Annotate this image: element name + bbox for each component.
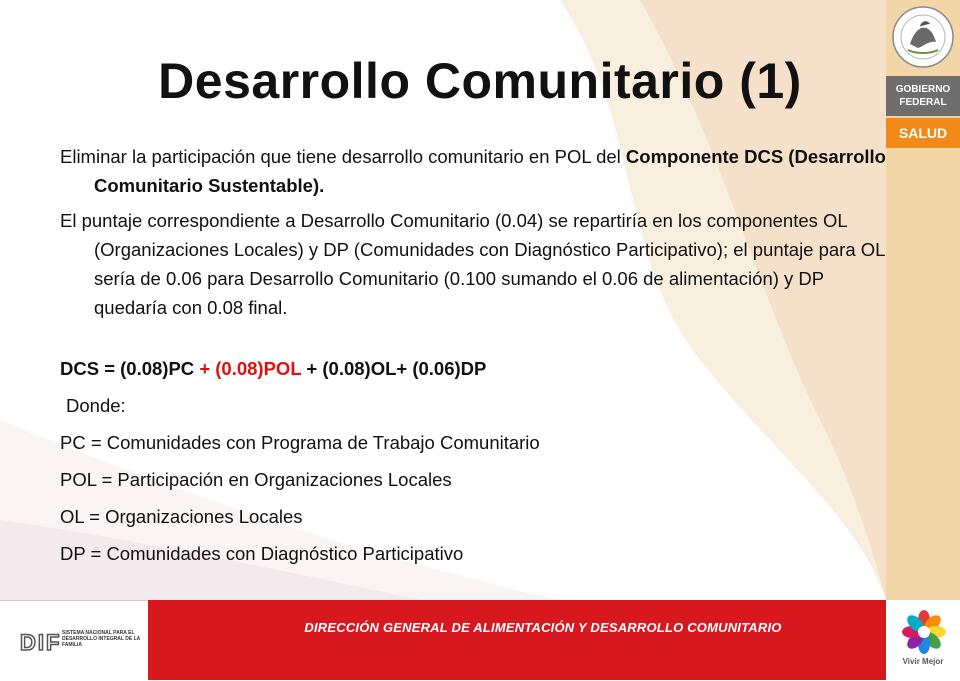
definition-pol: POL = Participación en Organizaciones Locales [60,469,452,490]
paragraph-eliminar-text: Eliminar la participación que tiene desarrollo comunitario en POL del [60,146,626,167]
vivir-mejor-logo-icon [902,610,946,654]
salud-badge: SALUD [886,118,960,148]
footer-banner-text: DIRECCIÓN GENERAL DE ALIMENTACIÓN Y DESARROLLO COMUNITARIO [304,620,782,635]
definition-pc: PC = Comunidades con Programa de Trabajo Comunitario [60,432,540,453]
paragraph-puntaje: El puntaje correspondiente a Desarrollo Comunitario (0.04) se repartiría en los componentes OL (Organizaciones Locales) y DP (Comunidades con Diagnóstico Participativo); el puntaje para OL sería de 0.06 para Desarrollo Comunitario (0.100 sumando el 0.06 de alimentación) y DP quedaría con 0.08 final. [60,210,885,318]
paragraph-eliminar-bold: Componente DCS (Desarrollo Comunitario Sustentable). [94,146,886,196]
slide-title: Desarrollo Comunitario (1) [158,53,802,109]
dif-logo-text: SISTEMA NACIONAL PARA EL DESARROLLO INTEGRAL DE LA FAMILIA [62,630,141,648]
dif-logo: DIF [20,630,62,655]
formula-part-3: + (0.08)OL+ (0.06)DP [301,358,487,379]
definition-ol: OL = Organizaciones Locales [60,506,303,527]
gobierno-federal-badge [886,76,960,116]
definition-dp: DP = Comunidades con Diagnóstico Participativo [60,543,464,564]
formula-part-1: DCS = (0.08)PC [60,358,200,379]
slide-body [60,142,900,576]
formula-part-pol: + (0.08)POL [199,358,302,379]
formula-dcs [60,354,900,383]
gobierno-line2: FEDERAL [899,97,947,108]
footer-red-bar [148,600,886,680]
vivir-mejor-text: Vivir Mejor [902,657,944,666]
gobierno-line1: GOBIERNO [895,84,951,95]
mexico-seal-icon [890,4,956,70]
paragraph-eliminar [60,142,900,200]
donde-label: Donde: [66,395,126,416]
